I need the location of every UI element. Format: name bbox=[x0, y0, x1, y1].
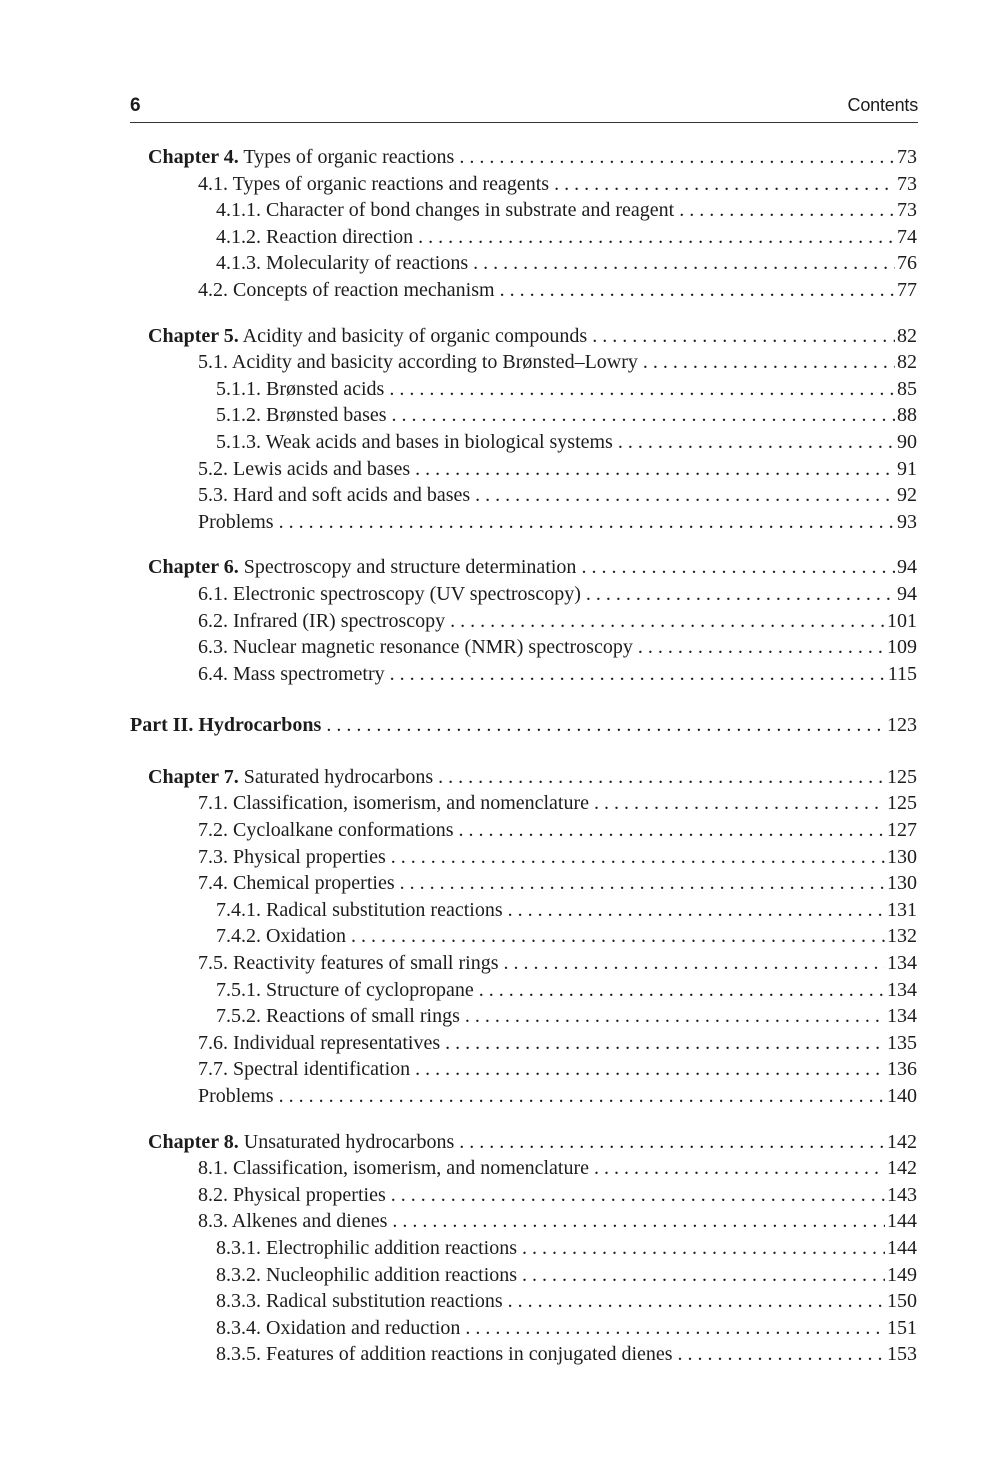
table-of-contents bbox=[0, 144, 1000, 1368]
entry-title-text: 8.3.2. Nucleophilic addition reactions bbox=[216, 1263, 518, 1286]
toc-row bbox=[198, 482, 917, 509]
toc-row bbox=[198, 349, 917, 376]
entry-prefix: Chapter 7. bbox=[148, 765, 239, 788]
dot-leader bbox=[522, 1235, 885, 1262]
entry-title bbox=[216, 197, 674, 224]
toc-row bbox=[216, 1341, 917, 1368]
page-ref: 150 bbox=[887, 1290, 917, 1313]
entry-title bbox=[216, 977, 474, 1004]
entry-prefix: Chapter 4. bbox=[148, 146, 239, 168]
entry-title bbox=[148, 144, 454, 171]
page-ref: 73 bbox=[897, 172, 917, 195]
entry-title-text: 5.2. Lewis acids and bases bbox=[198, 457, 411, 480]
toc-entry bbox=[0, 402, 1000, 429]
entry-title bbox=[216, 376, 384, 403]
page-ref: 77 bbox=[897, 278, 917, 301]
entry-title-text: 4.1.1. Character of bond changes in substrate and reagent bbox=[216, 199, 675, 222]
page-ref: 143 bbox=[887, 1183, 917, 1206]
entry-title-text: 5.1. Acidity and basicity according to Brønsted–Lowry bbox=[198, 351, 638, 374]
toc-entry bbox=[0, 376, 1000, 403]
toc-entry bbox=[0, 482, 1000, 509]
toc-row bbox=[198, 870, 917, 897]
page-ref: 127 bbox=[887, 819, 917, 842]
entry-title-text: 8.3.4. Oxidation and reduction bbox=[216, 1316, 461, 1339]
block-spacer bbox=[0, 687, 1000, 712]
entry-title bbox=[216, 923, 346, 950]
entry-title-text: 7.5.1. Structure of cyclopropane bbox=[216, 978, 474, 1001]
toc-row bbox=[198, 277, 917, 304]
page-number: 6 bbox=[130, 95, 141, 116]
entry-title-text: Types of organic reactions bbox=[238, 146, 455, 168]
entry-title-text: 8.3. Alkenes and dienes bbox=[198, 1210, 388, 1233]
toc-row bbox=[216, 1262, 917, 1289]
dot-leader bbox=[391, 1182, 885, 1209]
page-ref: 109 bbox=[887, 636, 917, 659]
toc-entry bbox=[0, 1083, 1000, 1110]
page-ref: 134 bbox=[887, 952, 917, 975]
entry-title-text: 5.1.3. Weak acids and bases in biological systems bbox=[216, 430, 613, 453]
entry-title bbox=[148, 323, 587, 350]
page-ref: 73 bbox=[897, 199, 917, 222]
dot-leader bbox=[581, 554, 895, 581]
toc-chapter-entry bbox=[0, 764, 1000, 791]
entry-title bbox=[216, 1262, 517, 1289]
entry-title-text: 6.2. Infrared (IR) spectroscopy bbox=[198, 609, 446, 632]
dot-leader bbox=[679, 197, 895, 224]
toc-entry bbox=[0, 1208, 1000, 1235]
dot-leader bbox=[391, 844, 885, 871]
entry-title bbox=[198, 661, 385, 688]
toc-row bbox=[216, 1003, 917, 1030]
page-ref: 140 bbox=[887, 1085, 917, 1107]
entry-title bbox=[216, 429, 613, 456]
toc-entry bbox=[0, 1341, 1000, 1368]
running-head: Contents bbox=[847, 95, 918, 115]
page-ref: 74 bbox=[897, 225, 917, 248]
page-ref: 131 bbox=[887, 898, 917, 921]
page-ref: 91 bbox=[897, 457, 917, 480]
entry-title-text: 6.3. Nuclear magnetic resonance (NMR) spectroscopy bbox=[198, 636, 633, 659]
entry-title-text: Problems bbox=[198, 510, 274, 533]
entry-title-text: 7.4.2. Oxidation bbox=[216, 925, 346, 948]
dot-leader bbox=[586, 581, 895, 608]
entry-title-text: 8.1. Classification, isomerism, and nomenclature bbox=[198, 1157, 590, 1180]
page-ref: 130 bbox=[887, 845, 917, 868]
toc-entry bbox=[0, 1030, 1000, 1057]
toc-entry bbox=[0, 1262, 1000, 1289]
dot-leader bbox=[618, 429, 895, 456]
entry-title-text: 7.7. Spectral identification bbox=[198, 1058, 411, 1081]
dot-leader bbox=[554, 171, 895, 198]
toc-row bbox=[148, 554, 917, 581]
toc-row bbox=[216, 923, 917, 950]
page-ref: 94 bbox=[897, 582, 917, 605]
toc-row bbox=[216, 1288, 917, 1315]
dot-leader bbox=[438, 764, 885, 791]
page-ref: 151 bbox=[887, 1316, 917, 1339]
page-ref: 134 bbox=[887, 1005, 917, 1028]
toc-row bbox=[216, 197, 917, 224]
entry-title bbox=[216, 224, 413, 251]
entry-title bbox=[198, 581, 581, 608]
dot-leader bbox=[508, 897, 885, 924]
toc-entry bbox=[0, 1056, 1000, 1083]
toc-entry bbox=[0, 1155, 1000, 1182]
toc-entry bbox=[0, 1235, 1000, 1262]
entry-title bbox=[216, 897, 503, 924]
entry-title bbox=[198, 1208, 387, 1235]
page-ref: 123 bbox=[887, 714, 917, 737]
entry-title bbox=[198, 1155, 589, 1182]
toc-row bbox=[148, 1129, 917, 1156]
entry-prefix: Chapter 6. bbox=[148, 556, 239, 579]
entry-title-text: 7.5.2. Reactions of small rings bbox=[216, 1005, 460, 1028]
dot-leader bbox=[418, 224, 895, 251]
toc-entry bbox=[0, 1182, 1000, 1209]
dot-leader bbox=[459, 144, 895, 171]
toc-row bbox=[198, 844, 917, 871]
toc-row bbox=[198, 1030, 917, 1057]
entry-title-text: 8.3.5. Features of addition reactions in conjugated dienes bbox=[216, 1343, 673, 1366]
page-ref: 135 bbox=[887, 1031, 917, 1054]
entry-title-text: 4.1.2. Reaction direction bbox=[216, 225, 414, 248]
entry-title-text: 5.1.1. Brønsted acids bbox=[216, 377, 385, 400]
toc-row bbox=[198, 1083, 917, 1110]
toc-entry bbox=[0, 349, 1000, 376]
dot-leader bbox=[351, 923, 885, 950]
entry-title-text: 4.1.3. Molecularity of reactions bbox=[216, 252, 469, 275]
block-spacer bbox=[0, 1110, 1000, 1129]
page-ref: 149 bbox=[887, 1263, 917, 1286]
toc-entry bbox=[0, 634, 1000, 661]
dot-leader bbox=[392, 402, 895, 429]
toc-entry bbox=[0, 1288, 1000, 1315]
entry-title-text: Acidity and basicity of organic compounds bbox=[238, 324, 588, 347]
toc-entry bbox=[0, 790, 1000, 817]
toc-entry bbox=[0, 224, 1000, 251]
entry-title bbox=[216, 1341, 673, 1368]
toc-entry bbox=[0, 1003, 1000, 1030]
dot-leader bbox=[594, 790, 885, 817]
entry-title bbox=[198, 349, 638, 376]
entry-title bbox=[198, 456, 410, 483]
page-ref: 134 bbox=[887, 978, 917, 1001]
toc-row bbox=[198, 171, 917, 198]
toc-row bbox=[216, 1235, 917, 1262]
block-spacer bbox=[0, 304, 1000, 323]
dot-leader bbox=[479, 977, 885, 1004]
dot-leader bbox=[508, 1288, 885, 1315]
toc-entry bbox=[0, 977, 1000, 1004]
entry-title bbox=[198, 277, 495, 304]
toc-row bbox=[198, 608, 917, 635]
toc-part-entry bbox=[0, 712, 1000, 739]
entry-title-text: 7.2. Cycloalkane conformations bbox=[198, 819, 454, 842]
dot-leader bbox=[459, 817, 886, 844]
page-ref: 101 bbox=[887, 609, 917, 632]
entry-title bbox=[198, 1182, 386, 1209]
dot-leader bbox=[638, 634, 885, 661]
dot-leader bbox=[473, 250, 895, 277]
entry-title bbox=[198, 608, 445, 635]
page-ref: 142 bbox=[887, 1157, 917, 1180]
dot-leader bbox=[678, 1341, 885, 1368]
toc-entry bbox=[0, 509, 1000, 536]
toc-row bbox=[198, 1155, 917, 1182]
entry-prefix: Chapter 8. bbox=[148, 1130, 239, 1153]
dot-leader bbox=[390, 661, 886, 688]
toc-entry bbox=[0, 817, 1000, 844]
toc-row bbox=[198, 634, 917, 661]
page-ref: 82 bbox=[897, 324, 917, 347]
page-ref: 132 bbox=[887, 925, 917, 948]
entry-title-text: 7.6. Individual representatives bbox=[198, 1031, 441, 1054]
toc-entry bbox=[0, 456, 1000, 483]
page-ref: 90 bbox=[897, 430, 917, 453]
toc-row bbox=[198, 1208, 917, 1235]
toc-entry bbox=[0, 608, 1000, 635]
dot-leader bbox=[459, 1129, 885, 1156]
toc-row bbox=[198, 661, 917, 688]
entry-title-text: 6.4. Mass spectrometry bbox=[198, 662, 385, 685]
page-ref: 73 bbox=[897, 146, 917, 168]
toc-entry bbox=[0, 250, 1000, 277]
entry-title bbox=[216, 250, 468, 277]
dot-leader bbox=[503, 950, 885, 977]
entry-title-text: Problems bbox=[198, 1085, 274, 1107]
entry-title-text: 4.2. Concepts of reaction mechanism bbox=[198, 278, 495, 301]
toc-row bbox=[148, 764, 917, 791]
toc-entry bbox=[0, 897, 1000, 924]
page-ref: 125 bbox=[887, 792, 917, 815]
entry-title bbox=[198, 634, 633, 661]
toc-entry bbox=[0, 197, 1000, 224]
block-spacer bbox=[0, 535, 1000, 554]
page-ref: 125 bbox=[887, 765, 917, 788]
entry-title bbox=[198, 1083, 274, 1110]
entry-title-text: 8.2. Physical properties bbox=[198, 1183, 386, 1206]
block-spacer bbox=[0, 739, 1000, 764]
toc-row bbox=[198, 509, 917, 536]
entry-title-text: 5.3. Hard and soft acids and bases bbox=[198, 484, 471, 507]
page-ref: 153 bbox=[887, 1343, 917, 1366]
dot-leader bbox=[279, 1083, 885, 1110]
toc-row bbox=[148, 144, 917, 171]
toc-entry bbox=[0, 923, 1000, 950]
page-ref: 82 bbox=[897, 351, 917, 374]
dot-leader bbox=[592, 323, 895, 350]
toc-entry bbox=[0, 277, 1000, 304]
toc-row bbox=[198, 950, 917, 977]
toc-row bbox=[198, 1056, 917, 1083]
toc-entry bbox=[0, 661, 1000, 688]
toc-row bbox=[216, 897, 917, 924]
entry-title-text: 7.3. Physical properties bbox=[198, 845, 386, 868]
page-ref: 85 bbox=[897, 377, 917, 400]
page-ref: 144 bbox=[887, 1236, 917, 1259]
dot-leader bbox=[389, 376, 895, 403]
toc-row bbox=[198, 817, 917, 844]
dot-leader bbox=[415, 456, 895, 483]
toc-entry bbox=[0, 844, 1000, 871]
entry-title bbox=[198, 1030, 440, 1057]
toc-entry bbox=[0, 171, 1000, 198]
dot-leader bbox=[326, 712, 885, 739]
dot-leader bbox=[450, 608, 885, 635]
entry-title bbox=[198, 482, 470, 509]
toc-row bbox=[216, 977, 917, 1004]
entry-title-text: Spectroscopy and structure determination bbox=[238, 556, 577, 579]
dot-leader bbox=[500, 277, 895, 304]
dot-leader bbox=[594, 1155, 885, 1182]
page-ref: 76 bbox=[897, 252, 917, 275]
entry-title-text: 8.3.3. Radical substitution reactions bbox=[216, 1290, 503, 1313]
entry-title bbox=[198, 790, 589, 817]
toc-row bbox=[216, 1315, 917, 1342]
page-ref: 115 bbox=[887, 662, 917, 685]
entry-title-text: Unsaturated hydrocarbons bbox=[238, 1130, 455, 1153]
entry-title-text: 7.4. Chemical properties bbox=[198, 872, 395, 895]
entry-prefix: Chapter 5. bbox=[148, 324, 239, 347]
page-ref: 136 bbox=[887, 1058, 917, 1081]
toc-row bbox=[216, 224, 917, 251]
entry-prefix: Part II. Hydrocarbons bbox=[130, 714, 322, 737]
entry-title-text: 4.1. Types of organic reactions and reagents bbox=[198, 172, 550, 195]
toc-entry bbox=[0, 1315, 1000, 1342]
toc-row bbox=[130, 712, 917, 739]
entry-title-text: 6.1. Electronic spectroscopy (UV spectroscopy) bbox=[198, 582, 581, 605]
dot-leader bbox=[465, 1003, 885, 1030]
entry-title bbox=[148, 554, 576, 581]
toc-entry bbox=[0, 581, 1000, 608]
toc-row bbox=[216, 429, 917, 456]
dot-leader bbox=[643, 349, 895, 376]
dot-leader bbox=[475, 482, 895, 509]
entry-title bbox=[148, 1129, 454, 1156]
page-ref: 94 bbox=[897, 556, 917, 579]
toc-chapter-entry bbox=[0, 1129, 1000, 1156]
entry-title bbox=[198, 1056, 410, 1083]
toc-row bbox=[216, 250, 917, 277]
toc-row bbox=[148, 323, 917, 350]
toc-entry bbox=[0, 429, 1000, 456]
dot-leader bbox=[392, 1208, 885, 1235]
toc-chapter-entry bbox=[0, 323, 1000, 350]
toc-row bbox=[216, 402, 917, 429]
page-ref: 92 bbox=[897, 484, 917, 507]
dot-leader bbox=[279, 509, 895, 536]
entry-title-text: 7.5. Reactivity features of small rings bbox=[198, 952, 499, 975]
entry-title bbox=[148, 764, 433, 791]
toc-row bbox=[198, 790, 917, 817]
entry-title-text: 8.3.1. Electrophilic addition reactions bbox=[216, 1236, 518, 1259]
entry-title bbox=[198, 844, 386, 871]
page-ref: 93 bbox=[897, 510, 917, 533]
dot-leader bbox=[415, 1056, 885, 1083]
entry-title-text: 7.1. Classification, isomerism, and nomenclature bbox=[198, 792, 590, 815]
entry-title-text: 7.4.1. Radical substitution reactions bbox=[216, 898, 503, 921]
dot-leader bbox=[522, 1262, 885, 1289]
toc-entry bbox=[0, 870, 1000, 897]
entry-title bbox=[130, 712, 321, 739]
entry-title bbox=[198, 870, 395, 897]
toc-row bbox=[198, 456, 917, 483]
toc-row bbox=[216, 376, 917, 403]
entry-title-text: Saturated hydrocarbons bbox=[238, 765, 434, 788]
entry-title bbox=[216, 1235, 517, 1262]
entry-title bbox=[216, 1288, 503, 1315]
page-ref: 88 bbox=[897, 404, 917, 427]
entry-title bbox=[216, 402, 387, 429]
entry-title bbox=[198, 171, 549, 198]
entry-title bbox=[198, 950, 498, 977]
dot-leader bbox=[445, 1030, 885, 1057]
dot-leader bbox=[400, 870, 885, 897]
dot-leader bbox=[465, 1315, 885, 1342]
entry-title-text: 5.1.2. Brønsted bases bbox=[216, 404, 387, 427]
entry-title bbox=[198, 817, 454, 844]
toc-row bbox=[198, 1182, 917, 1209]
page-ref: 144 bbox=[887, 1210, 917, 1233]
entry-title bbox=[216, 1315, 460, 1342]
page-ref: 130 bbox=[887, 872, 917, 895]
toc-chapter-entry bbox=[0, 554, 1000, 581]
toc-chapter-entry bbox=[0, 144, 1000, 171]
page-ref: 142 bbox=[887, 1130, 917, 1153]
entry-title bbox=[216, 1003, 460, 1030]
entry-title bbox=[198, 509, 274, 536]
toc-row bbox=[198, 581, 917, 608]
toc-entry bbox=[0, 950, 1000, 977]
page-header bbox=[130, 94, 918, 123]
